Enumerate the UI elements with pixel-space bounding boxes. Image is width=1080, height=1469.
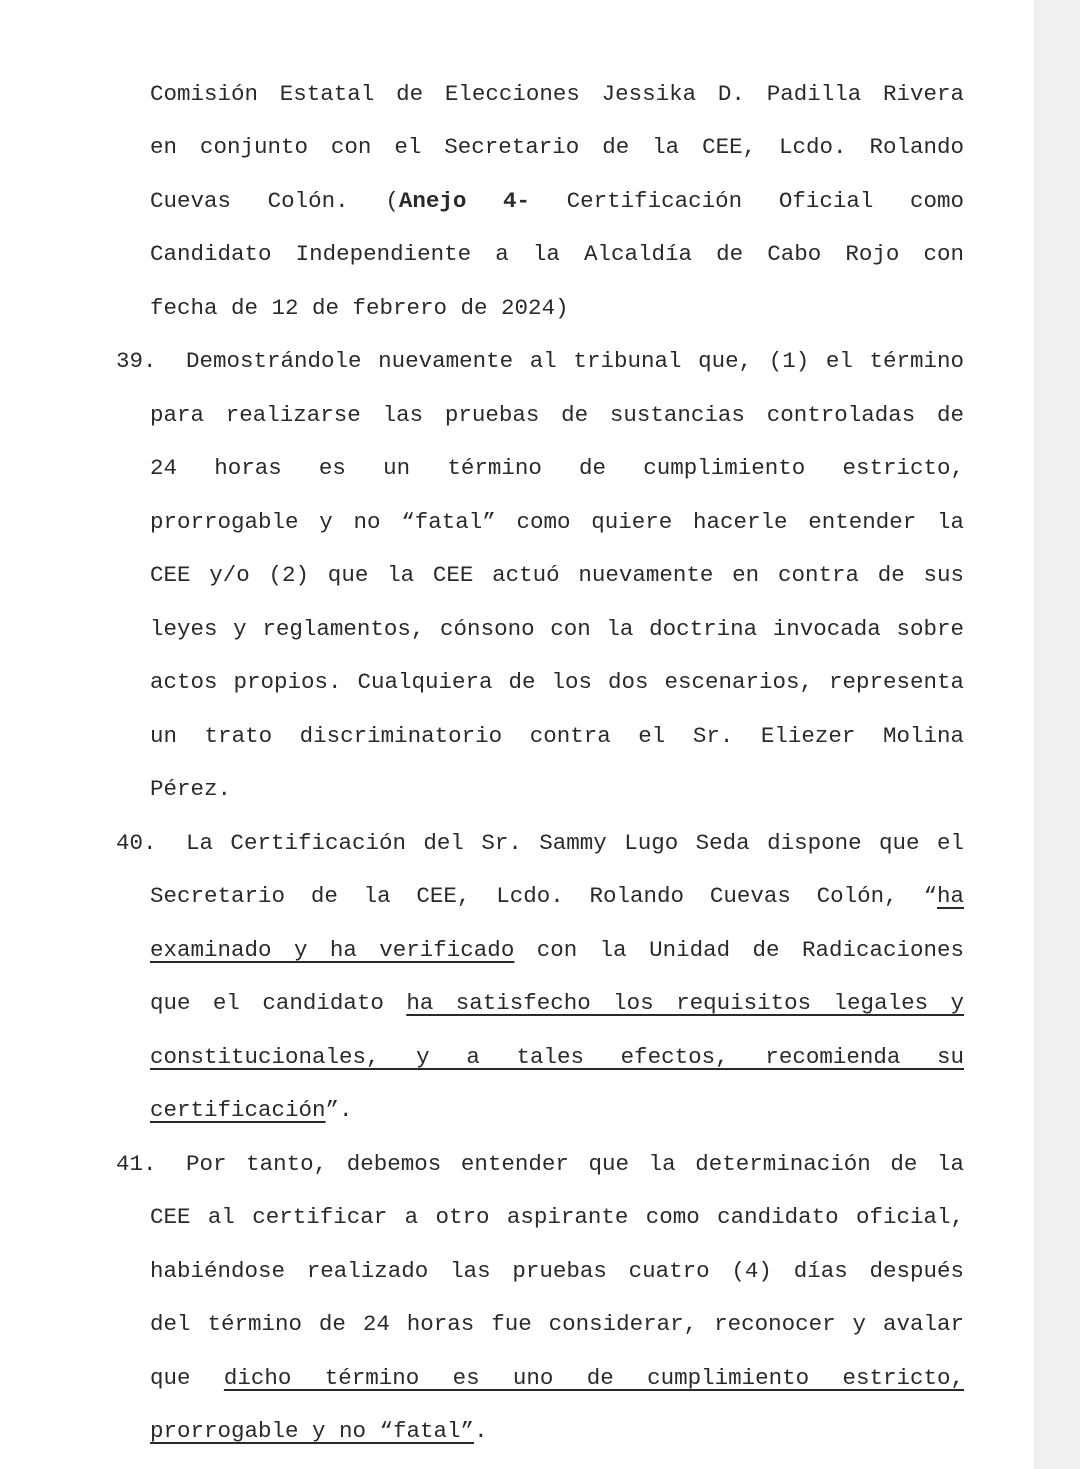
text-line: actos propios. Cualquiera de los dos escenarios, representa bbox=[150, 669, 964, 695]
text-span: Certificación Oficial como bbox=[530, 188, 964, 214]
underlined-quote: certificación bbox=[150, 1097, 326, 1123]
text-span: ”. bbox=[325, 1097, 353, 1123]
text-line: Candidato Independiente a la Alcaldía de Cabo Rojo con bbox=[150, 241, 964, 267]
text-line: La Certificación del Sr. Sammy Lugo Seda dispone que el bbox=[186, 830, 964, 856]
text-line: fecha de 12 de febrero de 2024) bbox=[150, 295, 569, 321]
text-line: un trato discriminatorio contra el Sr. Eliezer Molina bbox=[150, 723, 964, 749]
text-line bbox=[150, 1095, 964, 1125]
text-line: Pérez. bbox=[150, 776, 232, 802]
text-line bbox=[150, 1363, 964, 1393]
text-span: . bbox=[474, 1418, 488, 1444]
paragraph-number: 39. bbox=[116, 348, 157, 374]
text-span: con la Unidad de Radicaciones bbox=[514, 937, 964, 963]
text-line bbox=[150, 881, 964, 911]
text-line: leyes y reglamentos, cónsono con la doctrina invocada sobre bbox=[150, 616, 964, 642]
underlined-quote: ha satisfecho los requisitos legales y bbox=[406, 990, 964, 1016]
text-line: CEE y/o (2) que la CEE actuó nuevamente en contra de sus bbox=[150, 562, 964, 588]
text-line: Por tanto, debemos entender que la determinación de la bbox=[186, 1151, 964, 1177]
text-line bbox=[150, 1416, 964, 1446]
underlined-quote: prorrogable y no “fatal” bbox=[150, 1418, 475, 1444]
viewer-side-strip bbox=[1034, 0, 1080, 1469]
text-span: Secretario de la CEE, Lcdo. Rolando Cuevas Colón, “ bbox=[150, 883, 937, 909]
text-line: Demostrándole nuevamente al tribunal que, (1) el término bbox=[186, 348, 964, 374]
underlined-quote: examinado y ha verificado bbox=[150, 937, 515, 963]
text-line: habiéndose realizado las pruebas cuatro (4) días después bbox=[150, 1258, 964, 1284]
underlined-quote: dicho término es uno de cumplimiento estricto, bbox=[223, 1365, 964, 1391]
annex-reference: Anejo 4- bbox=[398, 188, 530, 214]
text-line: en conjunto con el Secretario de la CEE, Lcdo. Rolando bbox=[150, 134, 964, 160]
text-line: 24 horas es un término de cumplimiento estricto, bbox=[150, 455, 964, 481]
text-line bbox=[150, 935, 964, 965]
text-line bbox=[150, 988, 964, 1018]
text-span: que el candidato bbox=[150, 990, 407, 1016]
paragraph-number: 41. bbox=[116, 1151, 157, 1177]
underlined-quote: ha bbox=[936, 883, 964, 909]
text-span: Cuevas Colón. ( bbox=[150, 188, 399, 214]
text-span: que bbox=[150, 1365, 224, 1391]
text-line: para realizarse las pruebas de sustancias controladas de bbox=[150, 402, 964, 428]
text-line: CEE al certificar a otro aspirante como candidato oficial, bbox=[150, 1204, 964, 1230]
text-line: del término de 24 horas fue considerar, reconocer y avalar bbox=[150, 1311, 964, 1337]
underlined-line: constitucionales, y a tales efectos, recomienda su bbox=[150, 1044, 964, 1070]
text-line: prorrogable y no “fatal” como quiere hacerle entender la bbox=[150, 509, 964, 535]
paragraph-number: 40. bbox=[116, 830, 157, 856]
text-line: Comisión Estatal de Elecciones Jessika D. Padilla Rivera bbox=[150, 81, 964, 107]
text-line bbox=[150, 186, 964, 216]
